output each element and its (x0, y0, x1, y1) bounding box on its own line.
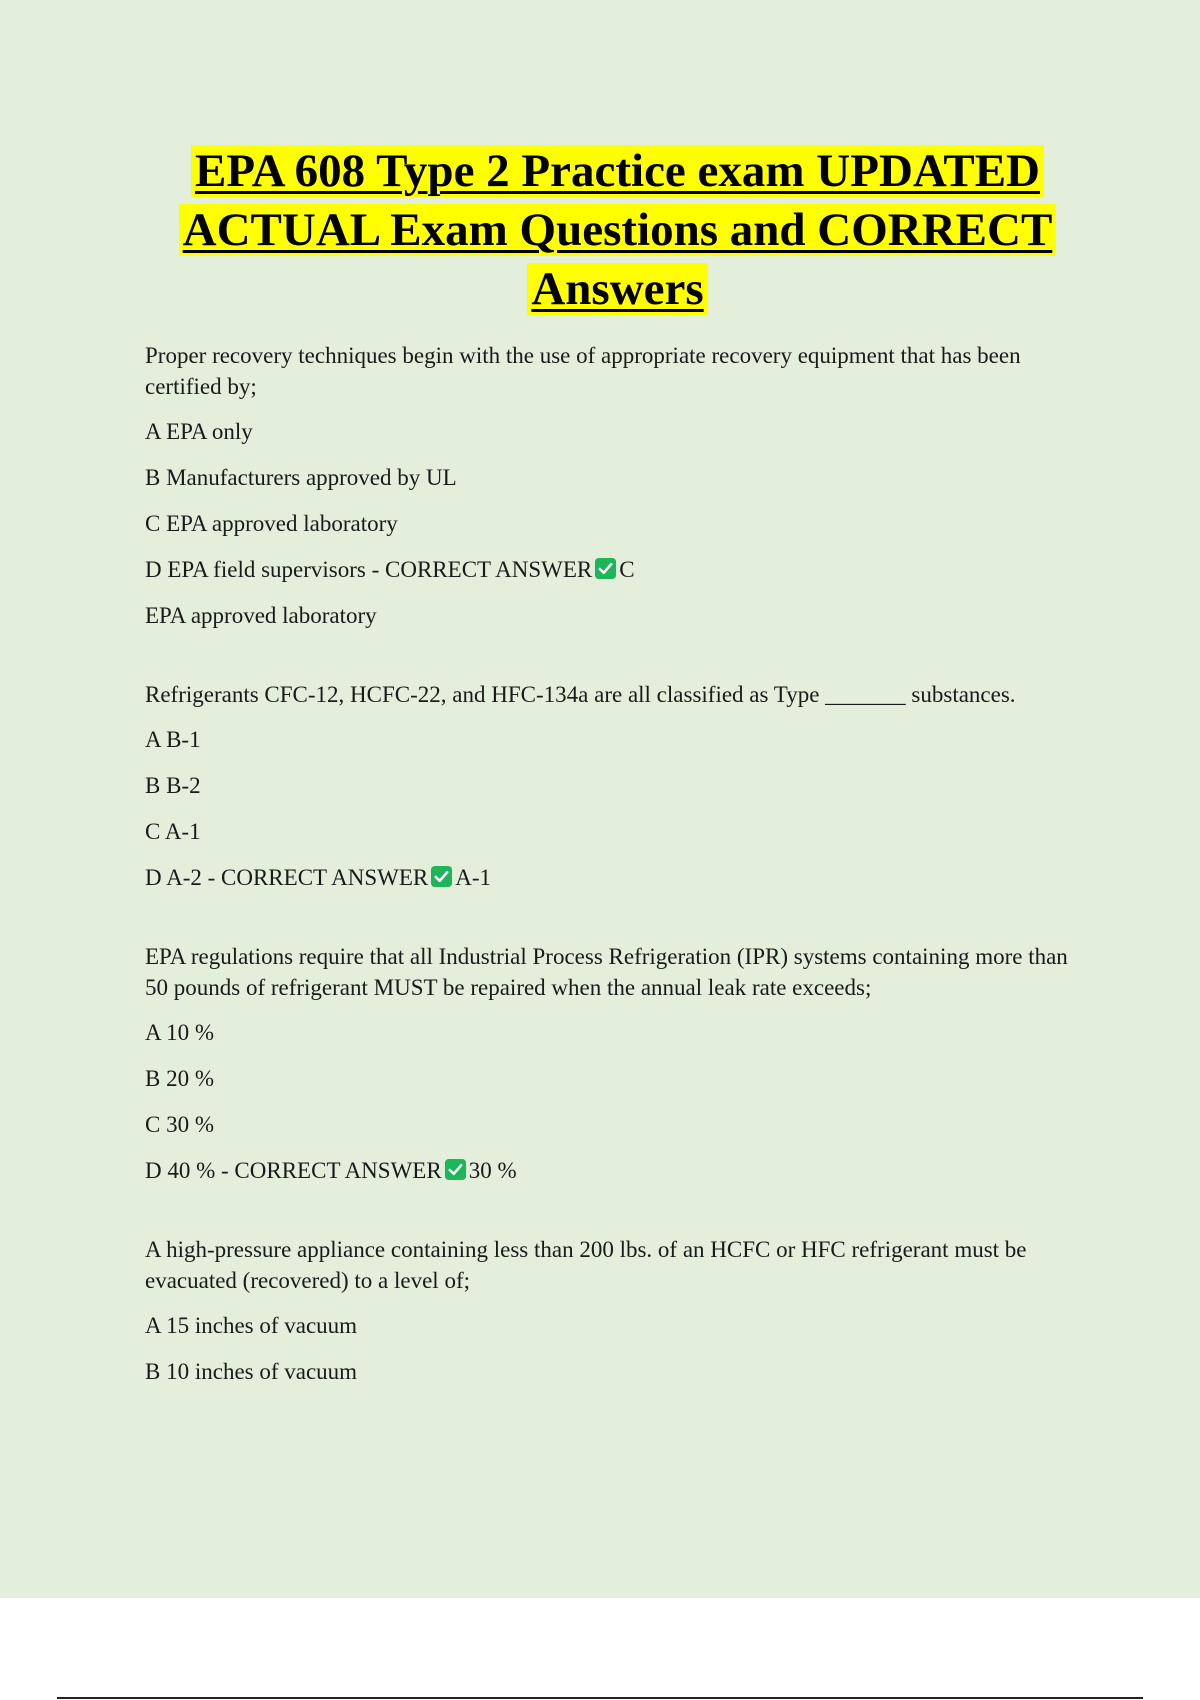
answer-option-b: B 10 inches of vacuum (145, 1359, 358, 1384)
answer-option-a: A 15 inches of vacuum (145, 1313, 358, 1338)
answer-option-d (145, 862, 1085, 893)
check-mark-icon (594, 557, 617, 580)
answer-option-a: A B-1 (145, 727, 201, 752)
answer-option-a: A 10 % (145, 1020, 214, 1045)
answer-option-c: C A-1 (145, 819, 201, 844)
answer-option-b: B 20 % (145, 1066, 214, 1091)
answer-option-d-label: D A-2 - CORRECT ANSWER (145, 865, 429, 890)
question-3 (145, 941, 1085, 1186)
question-text: EPA regulations require that all Industrial Process Refrigeration (IPR) systems containing more than 50 pounds of refrigerant MUST be repaired when the annual leak rate exceeds; (145, 944, 1068, 1000)
question-4 (145, 1234, 1085, 1387)
check-mark-icon (444, 1158, 467, 1181)
answer-option-d (145, 1155, 1085, 1186)
answer-option-d-label: D 40 % - CORRECT ANSWER (145, 1158, 442, 1183)
question-text: A high-pressure appliance containing less than 200 lbs. of an HCFC or HFC refrigerant must be evacuated (recovered) to a level of; (145, 1237, 1027, 1293)
check-mark-icon (430, 865, 453, 888)
correct-answer-value: C (619, 557, 635, 582)
correct-answer-value: 30 % (468, 1158, 517, 1183)
answer-explanation: EPA approved laboratory (145, 603, 377, 628)
answer-option-b: B B-2 (145, 773, 201, 798)
footer-divider (57, 1697, 1143, 1699)
answer-option-c: C 30 % (145, 1112, 214, 1137)
document-title (100, 142, 1135, 319)
question-text: Refrigerants CFC-12, HCFC-22, and HFC-134a are all classified as Type _______ substances. (145, 682, 1016, 707)
answer-option-d-label: D EPA field supervisors - CORRECT ANSWER (145, 557, 593, 582)
questions-list (145, 340, 1085, 1402)
answer-option-d (145, 554, 1085, 585)
question-text: Proper recovery techniques begin with the use of appropriate recovery equipment that has been certified by; (145, 343, 1021, 399)
correct-answer-value: A-1 (455, 865, 492, 890)
answer-option-c: C EPA approved laboratory (145, 511, 398, 536)
answer-option-b: B Manufacturers approved by UL (145, 465, 457, 490)
answer-option-a: A EPA only (145, 419, 253, 444)
question-2 (145, 679, 1085, 893)
title-highlight: EPA 608 Type 2 Practice exam UPDATED ACTUAL Exam Questions and CORRECT Answers (179, 145, 1057, 315)
question-1 (145, 340, 1085, 631)
